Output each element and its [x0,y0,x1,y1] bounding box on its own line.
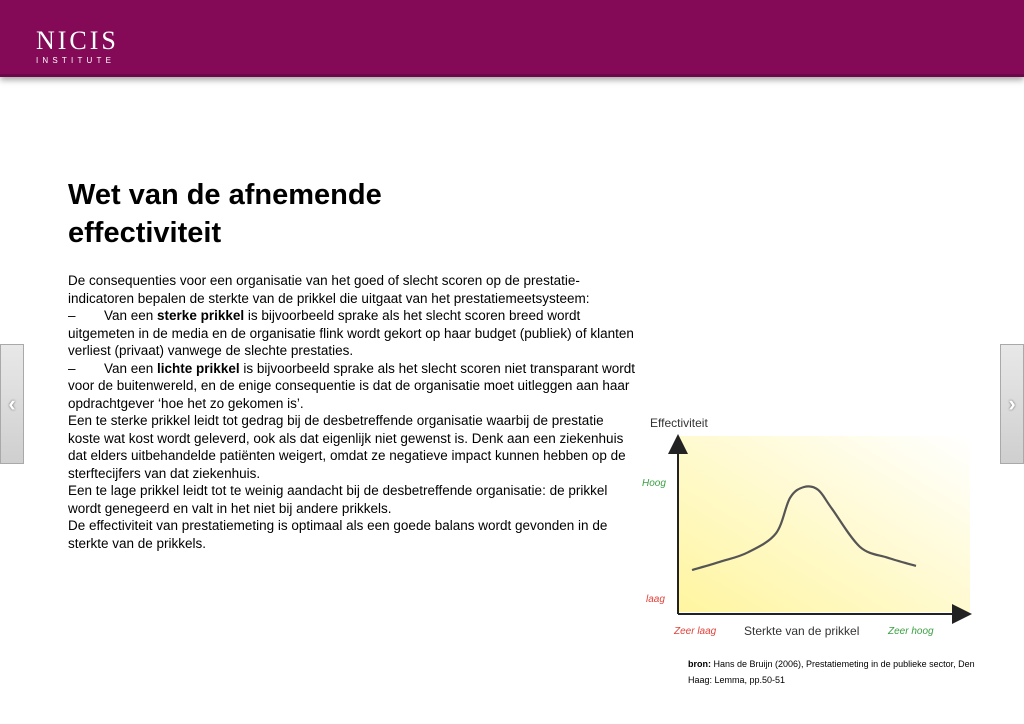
list-item-strong [68,307,638,360]
chevron-left-icon: ‹ [8,391,16,416]
previous-slide-button[interactable] [0,344,24,464]
y-high-label: Hoog [642,478,666,489]
item1-bold: sterke prikkel [157,308,245,323]
dash: – [68,360,76,376]
item2-bold: lichte prikkel [157,360,240,376]
item1-post: is bijvoorbeeld sprake als het slecht scoren breed wordt uitgemeten in de media en de organisatie flink wordt gekort op haar budget (publiek) of klanten verliest (privaat) vanwege de slechte prestaties. [68,308,634,358]
y-axis-label: Effectiviteit [650,416,708,430]
effectiveness-chart [640,408,980,648]
paragraph-conclusion: De effectiviteit van prestatiemeting is optimaal als een goede balans wordt gevonden in de sterkte van de prikkels. [68,518,608,551]
x-axis-label: Sterkte van de prikkel [744,624,860,638]
logo-subtitle: INSTITUTE [36,56,116,65]
header-bar [0,0,1024,77]
page-title: Wet van de afnemende effectiviteit [68,179,382,249]
item2-post: is bijvoorbeeld sprake als het slecht scoren niet transparant wordt voor de buitenwereld, en de enige consequentie is dat de organisatie moet uitleggen aan haar opdrachtgever ‘hoe het zo gekomen is’. [68,360,636,411]
source-text: Hans de Bruijn (2006), Prestatiemeting in de publieke sector, Den Haag: Lemma, pp.50-51 [688,659,975,685]
dash: – [68,308,76,323]
source-label: bron: [688,659,711,669]
x-high-label: Zeer hoog [888,626,934,637]
paragraph-strong-effect: Een te sterke prikkel leidt tot gedrag bij de desbetreffende organisatie waarbij de prestatie koste wat kost wordt geleverd, ook als dat eigenlijk niet gewenst is. Denk aan een ziekenhuis dat elders uitbehandelde patiënten weigert, omdat ze negatieve impact kunnen hebben op de sterftecijfers van dat ziekenhuis. [68,413,626,481]
body-text [68,272,638,552]
nicis-logo[interactable] [36,28,119,65]
item2-pre: Van een [104,360,158,376]
source-citation [688,656,988,688]
y-low-label: laag [646,594,665,605]
next-slide-button[interactable] [1000,344,1024,464]
logo-word: NICIS [36,26,119,55]
chevron-right-icon: › [1008,391,1016,416]
list-item-light [68,360,638,413]
paragraph-low-effect: Een te lage prikkel leidt tot te weinig aandacht bij de desbetreffende organisatie: de prikkel wordt genegeerd en valt in het niet bij andere prikkels. [68,483,608,516]
x-low-label: Zeer laag [674,626,717,637]
item1-pre: Van een [104,308,158,323]
plot-background [678,436,970,612]
intro-paragraph: De consequenties voor een organisatie van het goed of slecht scoren op de prestatie-indicatoren bepalen de sterkte van de prikkel die uitgaat van het prestatiemeetsysteem: [68,273,590,306]
